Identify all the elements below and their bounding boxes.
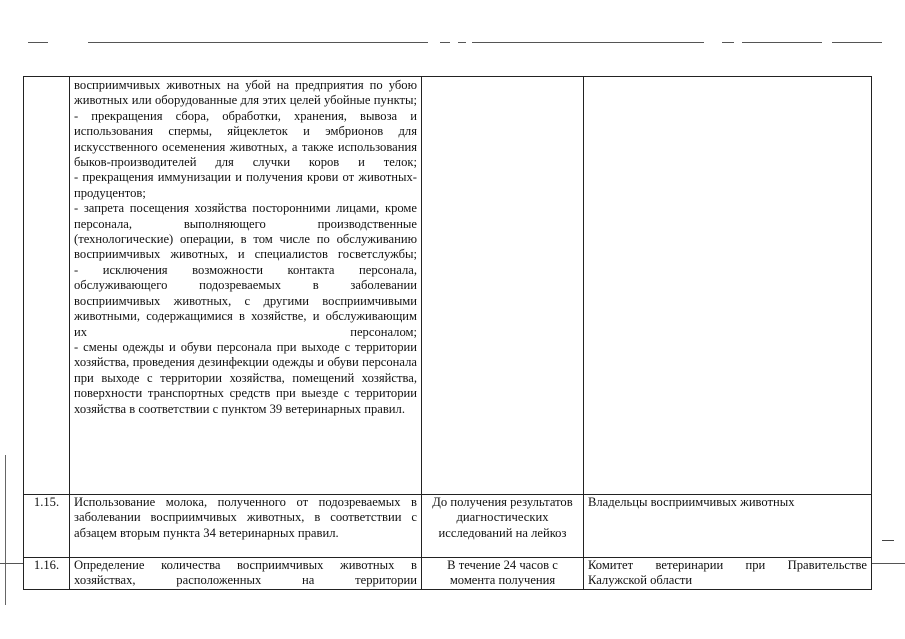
term-cell	[422, 77, 584, 495]
scan-right-dash	[882, 540, 894, 541]
term-cell: В течение 24 часов с момента получения	[422, 558, 584, 590]
measure-paragraph: - прекращения сбора, обработки, хранения, вывоза и использования спермы, яйцеклеток и эмбрионов для искусственного осеменения животных, а также использования быков-производителей для случки коров и телок;	[74, 108, 417, 170]
row-number: 1.16.	[24, 558, 70, 590]
scan-margin-mark	[5, 455, 6, 605]
measure-cell	[70, 77, 422, 495]
table-row-1-16	[24, 558, 872, 590]
scan-header-line	[832, 42, 882, 43]
scan-header-line	[458, 42, 466, 43]
measures-table	[23, 76, 872, 590]
measure-cell	[70, 495, 422, 558]
table-row-1-15	[24, 495, 872, 558]
measure-text: Использование молока, полученного от подозреваемых в заболевании восприимчивых животных, в соответствии с абзацем вторым пункта 34 ветеринарных правил.	[74, 495, 417, 540]
measure-paragraph: восприимчивых животных на убой на предприятия по убою животных или оборудованные для этих целей убойные пункты;	[74, 78, 417, 108]
scan-header-line	[440, 42, 450, 43]
row-number	[24, 77, 70, 495]
measure-cell	[70, 558, 422, 590]
scan-header-line	[28, 42, 48, 43]
term-cell: До получения результатов диагностических исследований на лейкоз	[422, 495, 584, 558]
measure-paragraph: - исключения возможности контакта персонала, обслуживающего подозреваемых в заболевании восприимчивых животных, с другими восприимчивыми животными, содержащимися в хозяйстве, и обслуживающим их персоналом;	[74, 262, 417, 339]
measure-paragraph: - прекращения иммунизации и получения крови от животных-продуцентов;	[74, 170, 417, 200]
responsible-cell	[584, 558, 872, 590]
scan-header-line	[742, 42, 822, 43]
table-row-continuation	[24, 77, 872, 495]
scan-header-line	[88, 42, 428, 43]
responsible-cell: Владельцы восприимчивых животных	[584, 495, 872, 558]
scan-row-line	[871, 563, 905, 564]
scan-row-line	[0, 563, 23, 564]
responsible-cell	[584, 77, 872, 495]
scan-header-line	[472, 42, 704, 43]
measure-text: Определение количества восприимчивых животных в хозяйствах, расположенных на территории	[74, 558, 417, 588]
scan-header-line	[722, 42, 734, 43]
measure-paragraph: - запрета посещения хозяйства посторонними лицами, кроме персонала, выполняющего производственные (технологические) операции, в том числе по обслуживанию восприимчивых животных, и специалистов госветслужбы;	[74, 201, 417, 262]
responsible-text: Комитет ветеринарии при Правительстве Калужской области	[588, 558, 867, 588]
measure-paragraph: - смены одежды и обуви персонала при выходе с территории хозяйства, проведения дезинфекции одежды и обуви персонала при выходе с территории хозяйства, помещений хозяйства, поверхности транспортных средств при выезде с территории хозяйства в соответствии с пунктом 39 ветеринарных правил.	[74, 339, 417, 416]
row-number: 1.15.	[24, 495, 70, 558]
